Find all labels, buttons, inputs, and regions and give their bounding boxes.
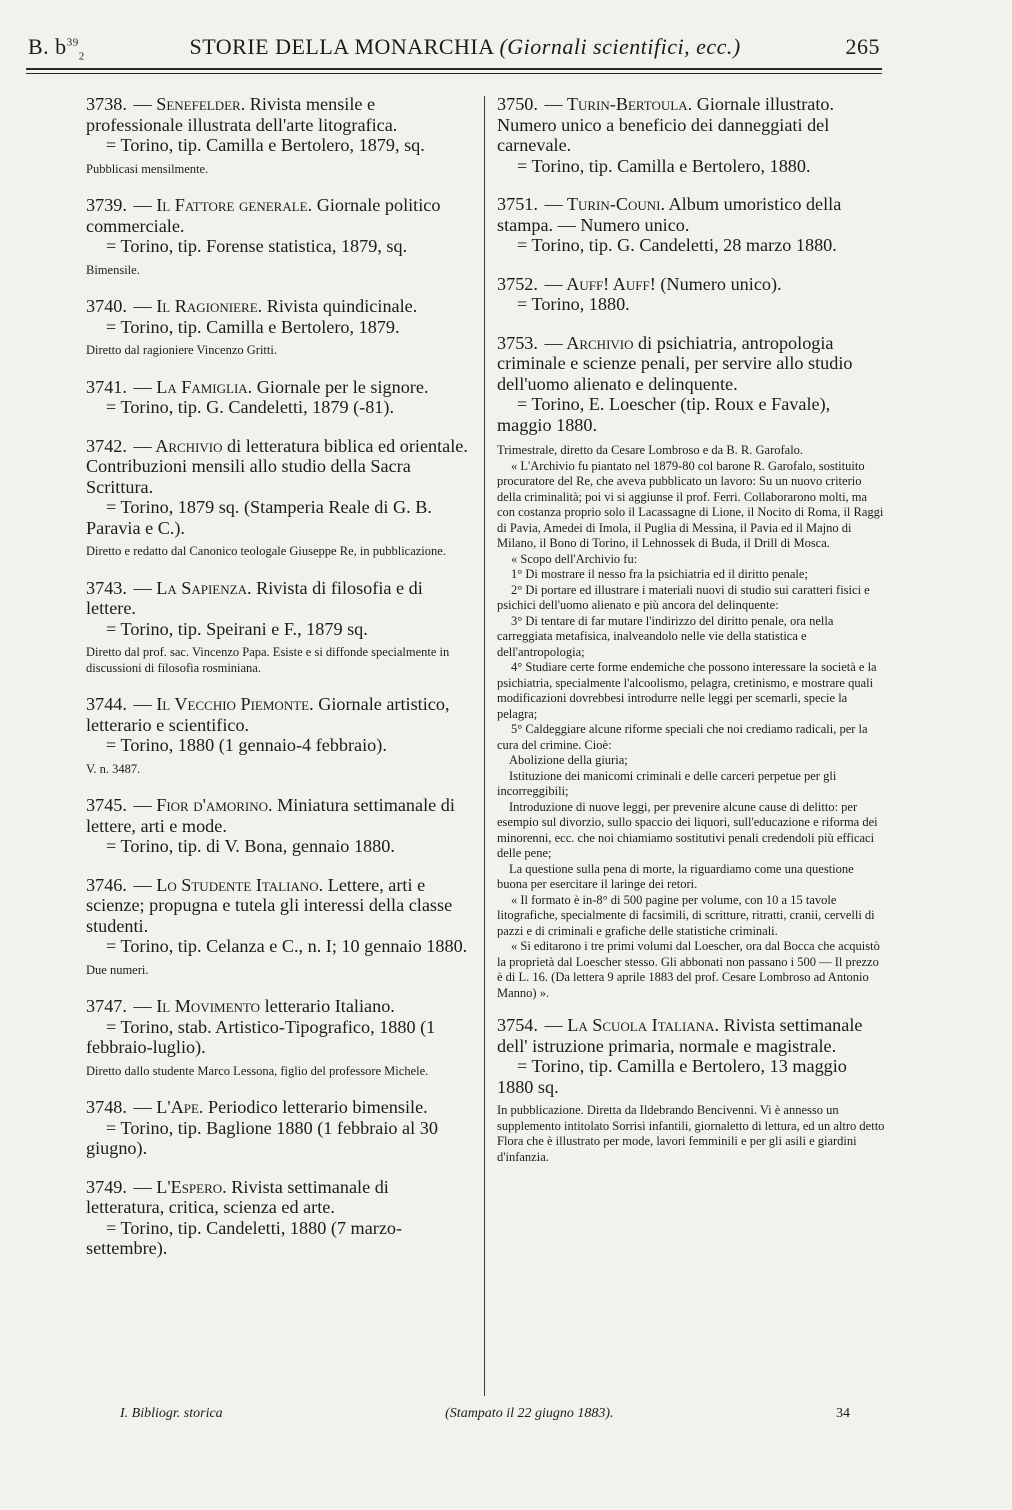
entry-note: Due numeri. [86,962,149,977]
note-paragraph: 3° Di tentare di far mutare l'indirizzo del diritto penale, ora nella carreggiata metafisica, inalveandolo nelle vie della statistica e dell'antropologia; [497,613,834,659]
entry-title: 3743. — La Sapienza. Rivista di filosofia e di lettere. [86,577,423,618]
entry-note-3753 [497,443,885,1001]
entry-imprint: = Torino, 1879 sq. (Stamperia Reale di G. B. Paravia e C.). [86,497,432,538]
entry-title: 3749. — L'Espero. Rivista settimanale di letteratura, critica, scienza ed arte. [86,1176,389,1217]
entry-note: Diretto dal prof. sac. Vincenzo Papa. Esiste e si diffonde specialmente in discussioni di filosofia rosminiana. [86,645,450,675]
entry-title: 3739. — Il Fattore generale. Giornale politico commerciale. [86,195,441,236]
signature-mark: B. $b^{39}_2$ [28,34,85,63]
page-number: 265 [845,34,880,59]
entry-imprint: = Torino, tip. G. Candeletti, 28 marzo 1880. [517,235,837,255]
note-paragraph: « Scopo dell'Archivio fu: [511,551,638,566]
note-paragraph: 5° Caldeggiare alcune riforme speciali che noi crediamo radicali, per la cura del crimine. Cioè: [497,722,868,752]
entry-title: 3740. — Il Ragioniere. Rivista quindicinale. [86,296,418,316]
entry-title: 3751. — Turin-Couni. Album umoristico della stampa. — Numero unico. [497,194,842,235]
entry-title: 3738. — Senefelder. Rivista mensile e professionale illustrata dell'arte litografica. [86,94,398,135]
entry-imprint: = Torino, tip. Camilla e Bertolero, 1880. [517,155,811,176]
entry-imprint: = Torino, tip. Forense statistica, 1879, sq. [106,236,408,256]
entry-note: V. n. 3487. [86,761,141,776]
bibliography-entry [86,1177,468,1259]
bibliography-entry [86,578,468,677]
bibliography-entry [497,274,885,315]
note-paragraph: « Il formato è in-8° di 500 pagine per volume, con 10 a 15 tavole litografiche, specialmente di facsimili, di scritture, ritratti, cranii, cervelli di pazzi e di criminali e grafiche delle statistiche criminali. [497,892,875,938]
running-header [28,34,880,62]
note-paragraph: Trimestrale, diretto da Cesare Lombroso e da B. R. Garofalo. [497,443,804,457]
entry-imprint: = Torino, tip. Candeletti, 1880 (7 marzo-settembre). [86,1217,403,1258]
entry-note: Diretto dal ragioniere Vincenzo Gritti. [86,343,277,357]
bibliography-entry [497,333,885,436]
bibliography-entry [86,296,468,359]
bibliography-entry [86,195,468,278]
note-paragraph: 1° Di mostrare il nesso fra la psichiatria ed il diritto penale; [511,567,808,581]
entry-imprint: = Torino, 1880. [517,294,630,314]
bibliography-entry [497,194,885,256]
note-paragraph: « L'Archivio fu piantato nel 1879-80 col barone R. Garofalo, sostituito procuratore del Re, che aveva pubblicato un lavoro: Su un nuovo criterio della criminalità; poi vi si aggiunse il prof. Ferri. Collaborarono molti, ma con costanza proprio solo il Lacassagne di Lione, il Nocito di Roma, il Raggi di Pavia, Amedei di Imola, il Puglia di Messina, il Pavia ed il Majno di Milano, il Bono di Torino, il Lehnossek di Buda, il Drill di Mosca. [497,458,884,550]
bibliography-entry [497,94,885,176]
footer-gathering: 34 [836,1406,850,1421]
entry-title: 3748. — L'Ape. Periodico letterario bimensile. [86,1097,428,1117]
note-paragraph: La questione sulla pena di morte, la riguardiamo come una questione buona per esercitare il laringe dei retori. [497,861,854,891]
header-rule-thin [26,73,882,74]
entry-imprint: = Torino, 1880 (1 gennaio-4 febbraio). [106,735,387,755]
note-paragraph: Abolizione della giuria; [509,753,628,767]
page-footer [120,1406,850,1422]
bibliography-entry-3754: 3754. — La Scuola Italiana. Rivista settimanale dell' istruzione primaria, normale e magistrale. = Torino, tip. Camilla e Bertolero, 13 maggio 1880 sq. In pubblicazione. Diretta da Ildebrando Bencivenni. Vi è annesso un supplemento intitolato Sorrisi infantili, giornaletto di lettura, ed un altro detto Flora che è illustrato per mode, lavori femminili e per gli asili e giardini d'infanzia. [497,1015,885,1164]
footer-signature: I. Bibliogr. storica [120,1406,223,1421]
entry-note: Diretto e redatto dal Canonico teologale Giuseppe Re, in pubblicazione. [86,544,446,558]
entry-imprint: = Torino, tip. Baglione 1880 (1 febbraio al 30 giugno). [86,1117,438,1158]
entry-title: 3750. — Turin-Bertoula. Giornale illustrato. Numero unico a beneficio dei danneggiati del carnevale. [497,94,835,155]
note-paragraph: 4° Studiare certe forme endemiche che possono interessare la società e la psichiatria, specialmente l'alcoolismo, pelagra, cretinismo, e mostrare quali modificazioni dovrebbesi introdurre nelle leggi per scemarli, specie la pelagra; [497,660,877,721]
entry-title: 3746. — Lo Studente Italiano. Lettere, arti e scienze; propugna e tutela gli interessi della classe studenti. [86,874,453,936]
entry-imprint: = Torino, tip. Celanza e C., n. I; 10 gennaio 1880. [106,936,468,956]
bibliography-entry [86,996,468,1079]
entry-imprint: = Torino, tip. di V. Bona, gennaio 1880. [106,836,395,856]
left-column [86,94,468,1277]
bibliography-entry [86,377,468,418]
note-paragraph: Introduzione di nuove leggi, per prevenire alcune cause di delitto: per esempio sul divorzio, sullo spaccio dei liquori, sull'educazione e riforma dei minorenni, ecc. che noi chiamiamo sostitutivi penali credendoli più efficaci delle pene; [497,799,878,860]
entry-imprint: = Torino, tip. Camilla e Bertolero, 1879. [106,316,400,337]
entry-imprint: = Torino, stab. Artistico-Tipografico, 1880 (1 febbraio-luglio). [86,1016,436,1057]
footer-print-date: (Stampato il 22 giugno 1883). [445,1406,614,1421]
right-column [497,94,885,1183]
entry-note: Diretto dallo studente Marco Lessona, figlio del professore Michele. [86,1063,429,1078]
entry-title: 3741. — La Famiglia. Giornale per le signore. [86,376,429,397]
entry-imprint: = Torino, tip. Speirani e F., 1879 sq. [106,618,368,639]
entry-imprint: = Torino, E. Loescher (tip. Roux e Favale), maggio 1880. [497,394,831,435]
bibliography-entry [86,694,468,777]
running-title: STORIE DELLA MONARCHIA (Giornali scientifici, ecc.) [189,34,741,59]
entry-title: 3752. — Auff! Auff! (Numero unico). [497,273,782,294]
header-rule [26,68,882,70]
entry-title: 3744. — Il Vecchio Piemonte. Giornale artistico, letterario e scientifico. [86,694,450,735]
bibliography-entry [86,1097,468,1159]
note-paragraph: 2° Di portare ed illustrare i materiali nuovi di studio sui caratteri fisici e psichici dell'uomo alienato e più ancora del delinquente: [497,582,870,612]
entry-note: Pubblicasi mensilmente. [86,161,209,176]
entry-title: 3747. — Il Movimento letterario Italiano. [86,996,395,1016]
entry-note: Bimensile. [86,262,140,277]
entry-title: 3745. — Fior d'amorino. Miniatura settimanale di lettere, arti e mode. [86,795,455,836]
bibliography-entry [86,436,468,560]
entry-note-3754: In pubblicazione. Diretta da Ildebrando Bencivenni. Vi è annesso un supplemento intitolato Sorrisi infantili, giornaletto di lettura, ed un altro detto Flora che è illustrato per mode, lavori femminili e per gli asili e giardini d'infanzia. [497,1103,885,1164]
note-paragraph: Istituzione dei manicomi criminali e delle carceri perpetue per gli incorreggibili; [497,768,837,798]
entry-imprint: = Torino, tip. G. Candeletti, 1879 (-81). [106,397,394,417]
bibliography-entry [86,875,468,979]
entry-imprint: = Torino, tip. Camilla e Bertolero, 1879, sq. [106,135,425,155]
entry-title: 3742. — Archivio di letteratura biblica ed orientale. Contribuzioni mensili allo studio della Sacra Scrittura. [86,435,468,497]
column-divider [484,96,485,1396]
entry-title: 3753. — Archivio di psichiatria, antropologia criminale e scienze penali, per servire allo studio dell'uomo alienato e delinquente. [497,332,853,394]
note-paragraph: « Si editarono i tre primi volumi dal Loescher, ora dal Bocca che acquistò la proprietà dal Loescher stesso. Gli abbonati non passano i 500 — Il prezzo è di L. 16. (Da lettera 9 aprile 1883 del prof. Cesare Lombroso ad Antonio Manno) ». [497,939,880,1000]
bibliography-entry [86,795,468,857]
bibliography-entry [86,94,468,177]
